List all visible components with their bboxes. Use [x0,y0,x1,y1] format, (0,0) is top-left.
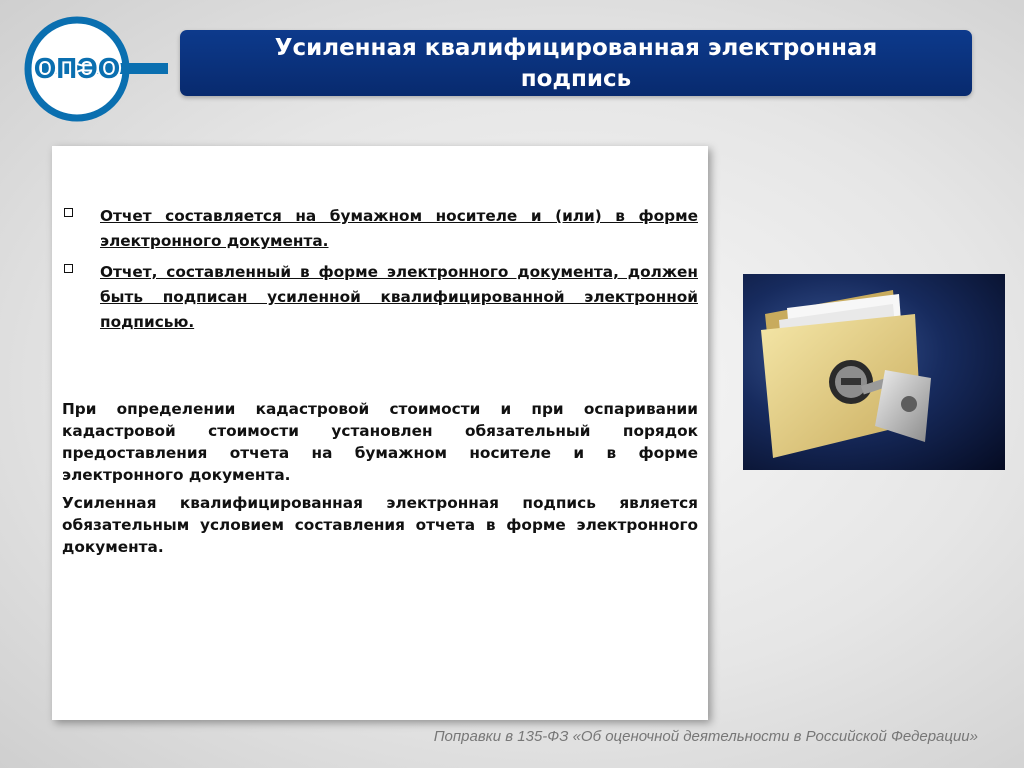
logo-text: ОПЭО [33,53,121,85]
bullet-text: Отчет, составленный в форме электронного документа, должен быть подписан усиленной квалифицированной электронной подписью. [100,263,698,331]
content-panel [52,146,708,720]
paragraphs [62,398,698,564]
bullet-item [64,260,698,335]
folder-key-image [743,274,1005,470]
checkbox-bullet-icon [64,264,73,273]
footer-note: Поправки в 135-ФЗ «Об оценочной деятельности в Российской Федерации» [433,728,978,745]
title-line-1: Усиленная квалифицированная электронная [274,35,878,61]
bullet-list [64,204,698,341]
paragraph: Усиленная квалифицированная электронная подпись является обязательным условием составления отчета в форме электронного документа. [62,494,698,556]
bullet-text: Отчет составляется на бумажном носителе и (или) в форме электронного документа. [100,207,698,250]
page-title [180,30,972,96]
checkbox-bullet-icon [64,208,73,217]
bullet-item [64,204,698,254]
paragraph: При определении кадастровой стоимости и при оспаривании кадастровой стоимости установлен обязательный порядок предоставления отчета на бумажном носителе и в форме электронного документа. [62,400,698,484]
lock-icon [829,360,873,404]
title-line-2: подпись [520,66,632,92]
opeo-logo [20,14,170,126]
